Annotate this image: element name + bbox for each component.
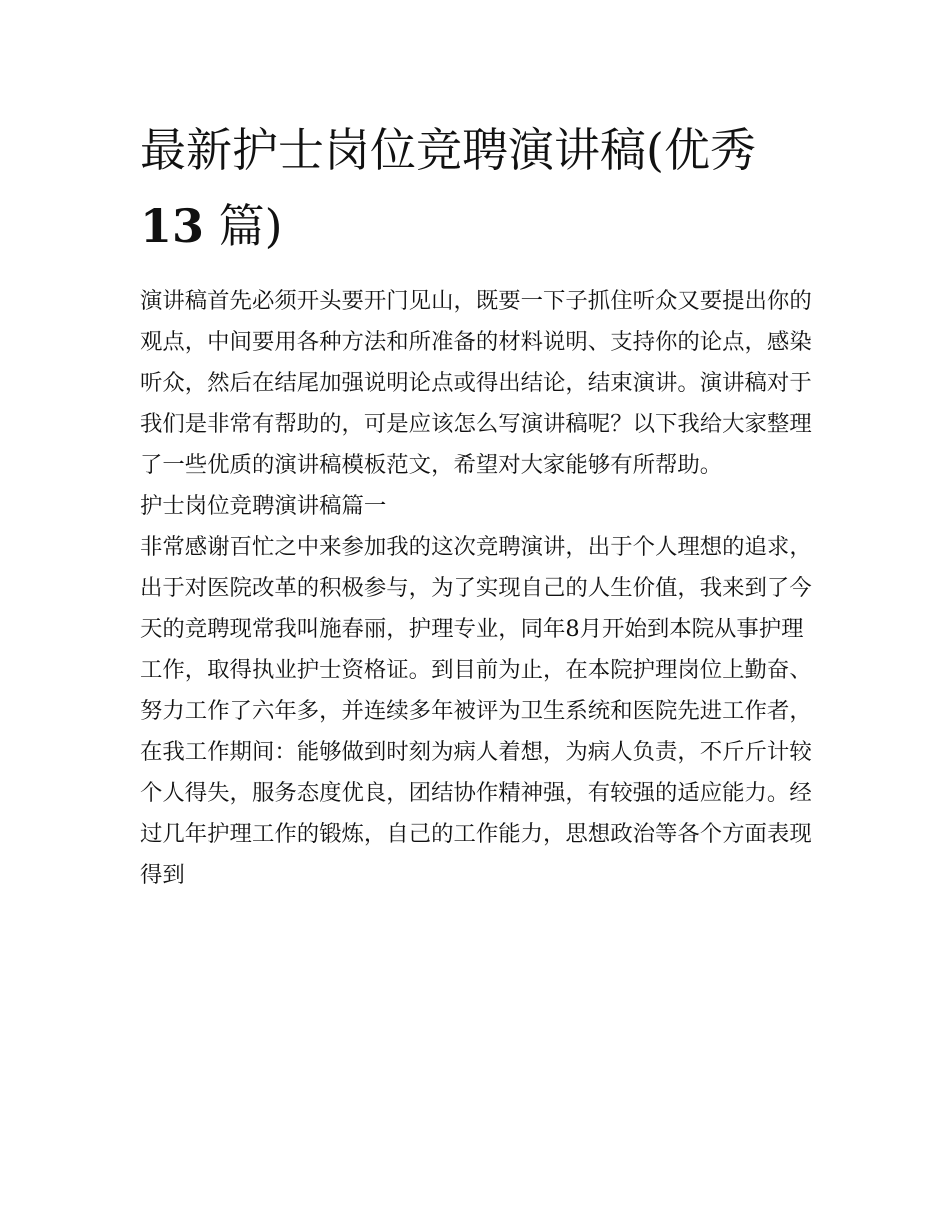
section-paragraph: 非常感谢百忙之中来参加我的这次竞聘演讲，出于个人理想的追求，出于对医院改革的积极参与，为了实现自己的人生价值，我来到了今天的竞聘现常我叫施春丽，护理专业，同年8月开始到本院从事护理工作，取得执业护士资格证。到目前为止，在本院护理岗位上勤奋、努力工作了六年多，并连续多年被评为卫生系统和医院先进工作者，在我工作期间：能够做到时刻为病人着想，为病人负责，不斤斤计较个人得失，服务态度优良，团结协作精神强，有较强的适应能力。经过几年护理工作的锻炼，自己的工作能力，思想政治等各个方面表现得到 [140, 534, 812, 888]
intro-paragraph: 演讲稿首先必须开头要开门见山，既要一下子抓住听众又要提出你的观点，中间要用各种方法和所准备的材料说明、支持你的论点，感染听众，然后在结尾加强说明论点或得出结论，结束演讲。演讲稿对于我们是非常有帮助的，可是应该怎么写演讲稿呢？以下我给大家整理了一些优质的演讲稿模板范文，希望对大家能够有所帮助。 [140, 288, 812, 478]
section-heading: 护士岗位竞聘演讲稿篇一 [140, 493, 387, 519]
title-main: 最新护士岗位竞聘演讲稿(优秀 [140, 123, 756, 177]
title-end: 篇) [218, 199, 283, 253]
title-number: 13 [140, 199, 205, 253]
document-body [140, 281, 820, 896]
document-title [140, 112, 820, 264]
